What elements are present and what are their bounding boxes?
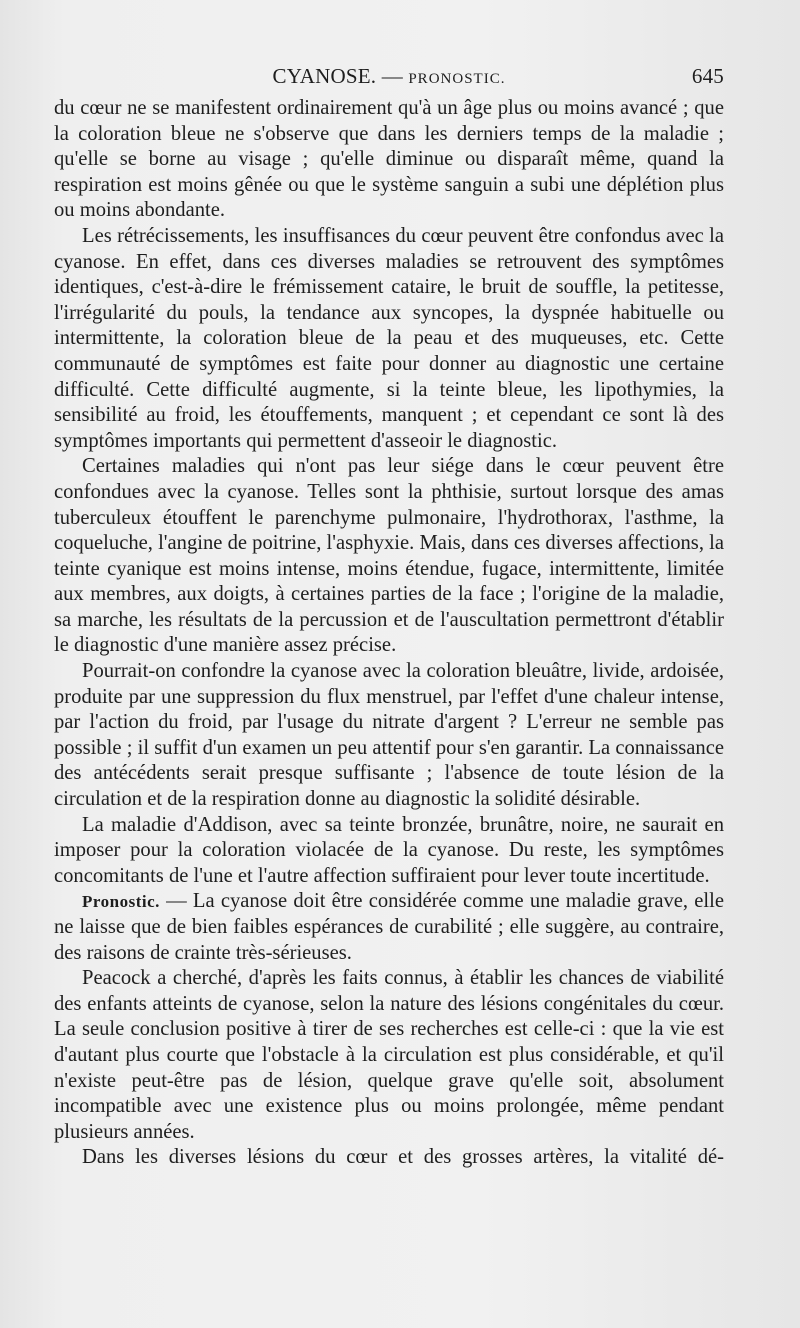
- paragraph: La maladie d'Addison, avec sa teinte bronzée, brunâtre, noire, ne saurait en imposer pour la coloration violacée de la cyanose. Du reste, les symptômes concomitants de l'une et l'autre affection suffiraient pour lever toute incertitude.: [54, 813, 724, 887]
- running-title-dash: —: [381, 64, 403, 88]
- section-keyword: Pronostic.: [82, 892, 160, 912]
- paragraph-continued: du cœur ne se manifestent ordinairement qu'à un âge plus ou moins avancé ; que la coloration bleue ne s'observe que dans les derniers temps de la maladie ; qu'elle se borne au visage ; qu'elle diminue ou disparaît même, quand la respiration est moins gênée ou que le système sanguin a subi une déplétion plus ou moins abondante.: [54, 97, 724, 222]
- page-number: 645: [691, 64, 724, 88]
- running-title-main: CYANOSE.: [272, 64, 377, 88]
- paragraph: Peacock a cherché, d'après les faits connus, à établir les chances de viabilité des enfants atteints de cyanose, selon la nature des lésions congénitales du cœur. La seule conclusion positive à tirer de ses recherches est celle-ci : que la vie est d'autant plus courte que l'obstacle à la circulation est plus considérable, et qu'il n'existe peut-être pas de lésion, quelque grave qu'elle soit, absolument incompatible avec une existence plus ou moins prolongée, même pendant plusieurs années.: [54, 967, 724, 1143]
- paragraph: Pourrait-on confondre la cyanose avec la coloration bleuâtre, livide, ardoisée, produite par une suppression du flux menstruel, par l'effet d'une chaleur intense, par l'action du froid, par l'usage du nitrate d'argent ? L'erreur ne semble pas possible ; il suffit d'un examen un peu attentif pour s'en garantir. La connaissance des antécédents serait presque suffisante ; l'absence de toute lésion de la circulation et de la respiration donne au diagnostic la solidité désirable.: [54, 660, 724, 811]
- paragraph: Certaines maladies qui n'ont pas leur siége dans le cœur peuvent être confondues avec la cyanose. Telles sont la phthisie, surtout lorsque des amas tuberculeux étouffent le parenchyme pulmonaire, l'hydrothorax, l'asthme, la coqueluche, l'angine de poitrine, l'asphyxie. Mais, dans ces diverses affections, la teinte cyanique est moins intense, moins étendue, fugace, intermittente, limitée aux membres, aux doigts, à certaines parties de la face ; l'origine de la maladie, sa marche, les résultats de la percussion et de l'auscultation permettront d'établir le diagnostic d'une manière assez précise.: [54, 455, 724, 657]
- paragraph-continues: Dans les diverses lésions du cœur et des grosses artères, la vitalité dé-: [82, 1146, 724, 1169]
- body-text: [54, 96, 724, 1171]
- running-title-section: PRONOSTIC.: [408, 71, 506, 87]
- paragraph-pronostic: [54, 889, 724, 966]
- paragraph-pronostic-text: — La cyanose doit être considérée comme une maladie grave, elle ne laisse que de bien faibles espérances de curabilité ; elle suggère, au contraire, des raisons de crainte très-sérieuses.: [54, 890, 724, 964]
- paragraph: Les rétrécissements, les insuffisances du cœur peuvent être confondus avec la cyanose. En effet, dans ces diverses maladies se retrouvent des symptômes identiques, c'est-à-dire le frémissement cataire, le bruit de souffle, la petitesse, l'irrégularité du pouls, la tendance aux syncopes, la dyspnée habituelle ou intermittente, la coloration bleue de la peau et des muqueuses, etc. Cette communauté de symptômes est faite pour donner au diagnostic une certaine difficulté. Cette difficulté augmente, si la teinte bleue, les lipothymies, la sensibilité au froid, les étouffements, manquent ; et cependant ce sont là des symptômes importants qui permettent d'asseoir le diagnostic.: [54, 224, 724, 452]
- running-title: [54, 64, 724, 89]
- running-head: [54, 64, 724, 94]
